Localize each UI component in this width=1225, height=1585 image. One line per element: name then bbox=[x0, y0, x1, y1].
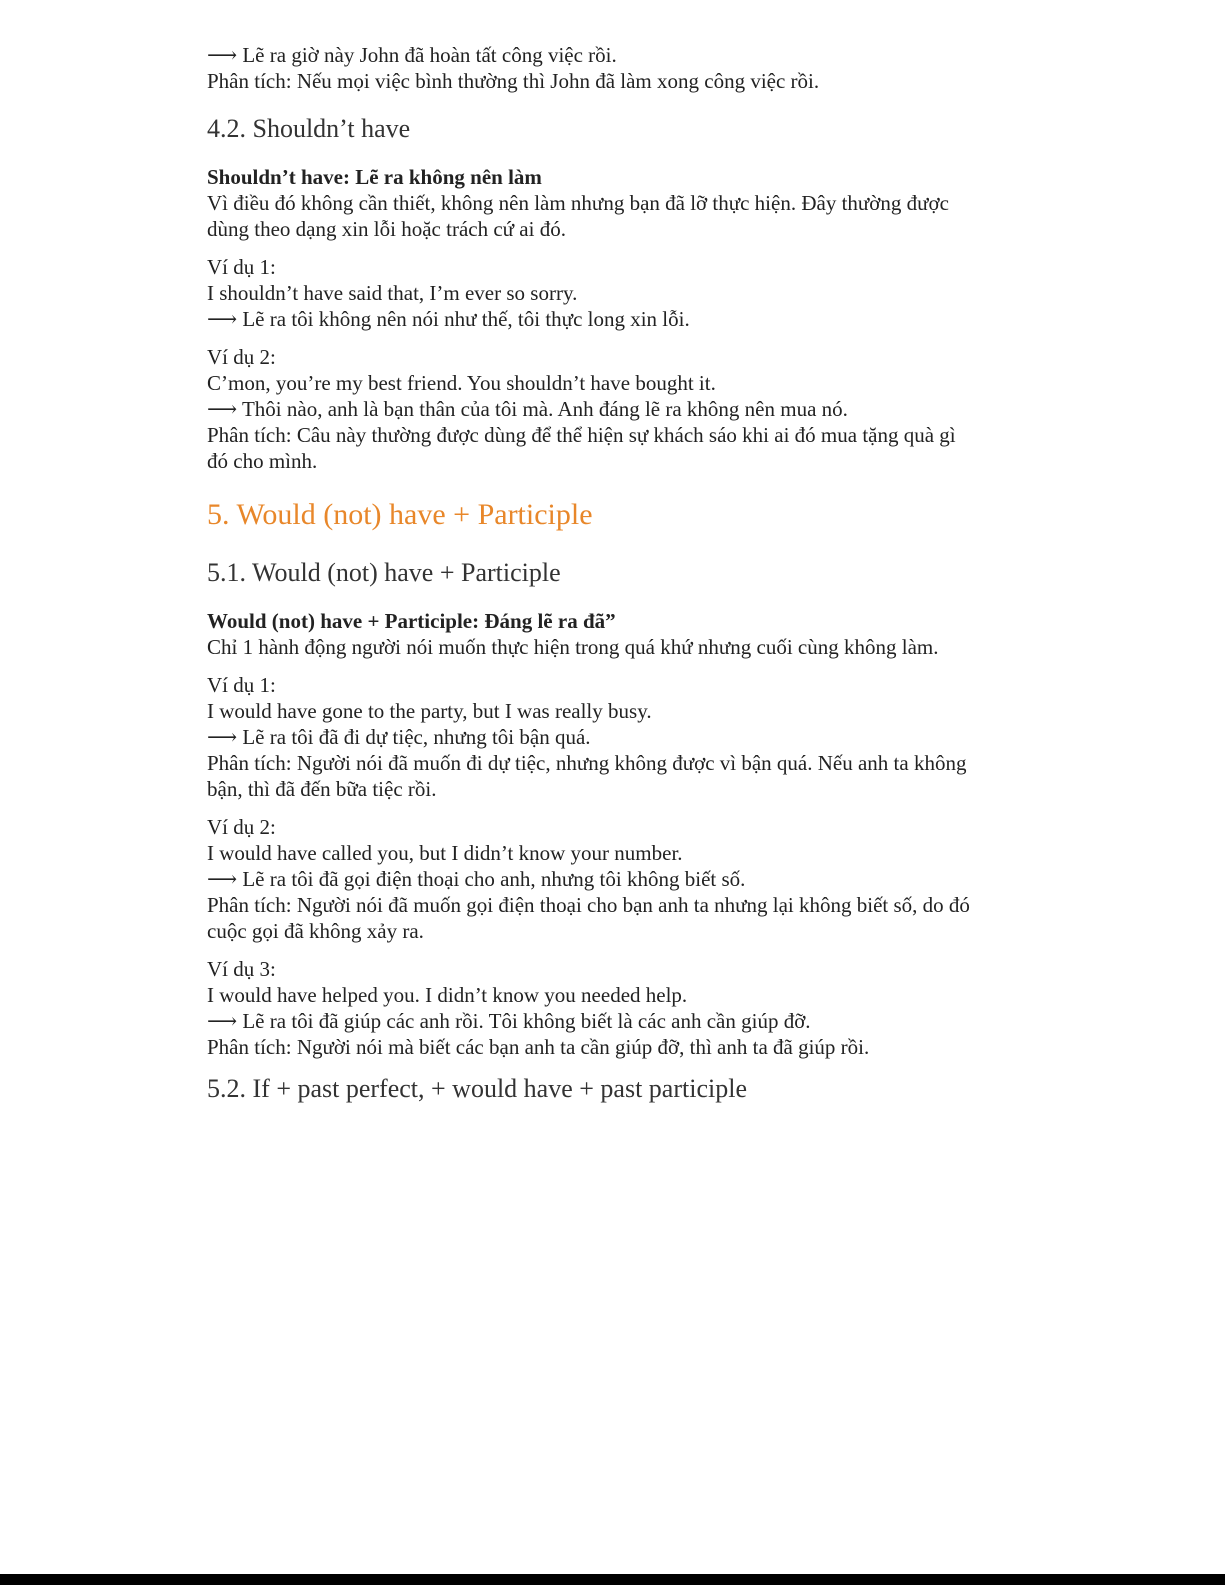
example-analysis: Phân tích: Người nói đã muốn đi dự tiệc, nhưng không được vì bận quá. Nếu anh ta không bbox=[207, 751, 967, 775]
heading-5-1: 5.1. Would (not) have + Participle bbox=[207, 558, 561, 587]
example-vietnamese: ⟶ Thôi nào, anh là bạn thân của tôi mà. Anh đáng lẽ ra không nên mua nó. bbox=[207, 397, 848, 421]
example-analysis: cuộc gọi đã không xảy ra. bbox=[207, 919, 424, 943]
top-analysis: Phân tích: Nếu mọi việc bình thường thì John đã làm xong công việc rồi. bbox=[207, 69, 820, 93]
definition-5-1: Would (not) have + Participle: Đáng lẽ ra đã” bbox=[207, 609, 616, 633]
example-english: I would have helped you. I didn’t know you needed help. bbox=[207, 983, 688, 1007]
example-vietnamese: ⟶ Lẽ ra tôi đã giúp các anh rồi. Tôi không biết là các anh cần giúp đỡ. bbox=[207, 1009, 811, 1033]
example-label: Ví dụ 1: bbox=[207, 255, 276, 279]
example-label: Ví dụ 2: bbox=[207, 345, 276, 369]
document-content bbox=[207, 42, 1027, 1106]
example-english: I would have called you, but I didn’t know your number. bbox=[207, 841, 683, 865]
top-translation: ⟶ Lẽ ra giờ này John đã hoàn tất công việc rồi. bbox=[207, 43, 617, 67]
example-label: Ví dụ 3: bbox=[207, 957, 276, 981]
description-4-2-line1: Vì điều đó không cần thiết, không nên làm nhưng bạn đã lỡ thực hiện. Đây thường được bbox=[207, 191, 949, 215]
example-english: I shouldn’t have said that, I’m ever so sorry. bbox=[207, 281, 578, 305]
heading-4-2: 4.2. Shouldn’t have bbox=[207, 114, 411, 143]
heading-5: 5. Would (not) have + Participle bbox=[207, 498, 593, 531]
example-analysis: Phân tích: Người nói đã muốn gọi điện thoại cho bạn anh ta nhưng lại không biết số, do đó bbox=[207, 893, 970, 917]
example-vietnamese: ⟶ Lẽ ra tôi không nên nói như thế, tôi thực long xin lỗi. bbox=[207, 307, 690, 331]
example-label: Ví dụ 1: bbox=[207, 673, 276, 697]
heading-5-2: 5.2. If + past perfect, + would have + past participle bbox=[207, 1074, 747, 1103]
description-4-2-line2: dùng theo dạng xin lỗi hoặc trách cứ ai đó. bbox=[207, 217, 566, 241]
definition-4-2: Shouldn’t have: Lẽ ra không nên làm bbox=[207, 165, 542, 189]
example-analysis: Phân tích: Người nói mà biết các bạn anh ta cần giúp đỡ, thì anh ta đã giúp rồi. bbox=[207, 1035, 870, 1059]
example-vietnamese: ⟶ Lẽ ra tôi đã gọi điện thoại cho anh, nhưng tôi không biết số. bbox=[207, 867, 746, 891]
example-english: I would have gone to the party, but I was really busy. bbox=[207, 699, 652, 723]
description-5-1: Chỉ 1 hành động người nói muốn thực hiện trong quá khứ nhưng cuối cùng không làm. bbox=[207, 635, 939, 659]
example-analysis: bận, thì đã đến bữa tiệc rồi. bbox=[207, 777, 437, 801]
example-english: C’mon, you’re my best friend. You shouldn’t have bought it. bbox=[207, 371, 716, 395]
example-vietnamese: ⟶ Lẽ ra tôi đã đi dự tiệc, nhưng tôi bận quá. bbox=[207, 725, 591, 749]
example-analysis: đó cho mình. bbox=[207, 449, 318, 473]
example-label: Ví dụ 2: bbox=[207, 815, 276, 839]
example-analysis: Phân tích: Câu này thường được dùng để thể hiện sự khách sáo khi ai đó mua tặng quà gì bbox=[207, 423, 956, 447]
bottom-border bbox=[0, 1574, 1225, 1585]
